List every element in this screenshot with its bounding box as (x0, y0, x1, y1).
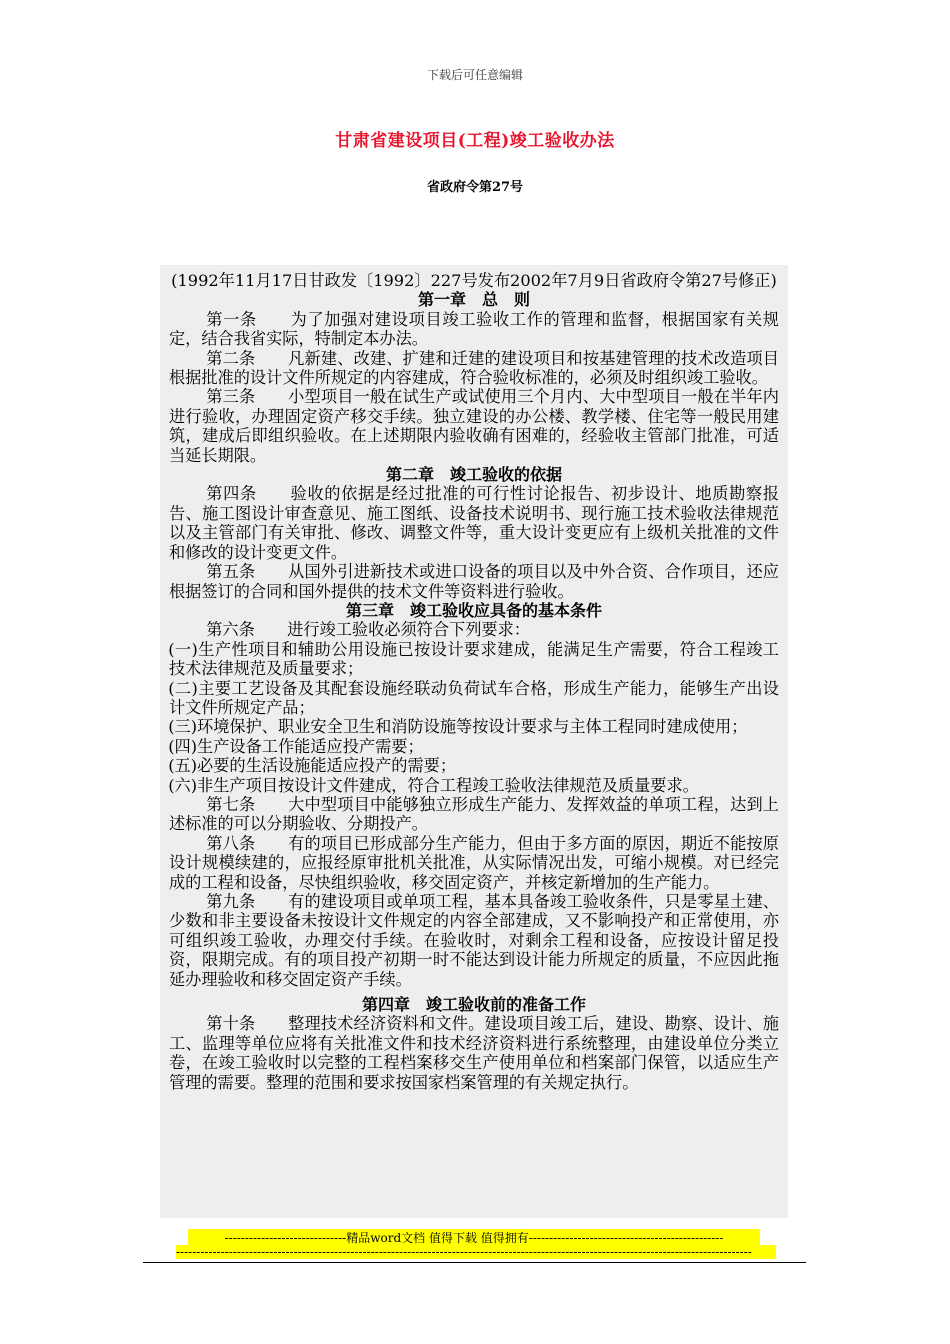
article-1: 第一条 为了加强对建设项目竣工验收工作的管理和监督，根据国家有关规定，结合我省实际，特制定本办法。 (169, 309, 779, 349)
article-2: 第二条 凡新建、改建、扩建和迁建的建设项目和按基建管理的技术改造项目根据批准的设计文件所规定的内容建成，符合验收标准的，必须及时组织竣工验收。 (169, 348, 779, 388)
document-title: 甘肃省建设项目(工程)竣工验收办法 (335, 131, 615, 151)
article-6-item: (三)环境保护、职业安全卫生和消防设施等按设计要求与主体工程同时建成使用； (168, 717, 748, 737)
article-6-item: (四)生产设备工作能适应投产需要； (168, 736, 424, 756)
footer-dashes: ---------------------------------------------------------------------------------------------------------------------------------------------- (176, 1245, 776, 1259)
chapter-heading: 第二章 竣工验收的依据 (385, 465, 562, 485)
footer-banner: ------------------------------精品word文档 值得下载 值得拥有------------------------------------------------ (188, 1229, 760, 1247)
article-3: 第三条 小型项目一般在试生产或试使用三个月内、大中型项目一般在半年内进行验收，办理固定资产移交手续。独立建设的办公楼、教学楼、住宅等一般民用建筑，建成后即组织验收。在上述期限内验收确有困难的，经验收主管部门批准，可适当延长期限。 (169, 387, 779, 465)
article-8: 第八条 有的项目已形成部分生产能力，但由于多方面的原因，期近不能按原设计规模续建的，应报经原审批机关批准，从实际情况出发，可缩小规模。对已经完成的工程和设备，尽快组织验收，移交固定资产，并核定新增加的生产能力。 (169, 833, 779, 892)
article-6-item: (六)非生产项目按设计文件建成，符合工程竣工验收法律规范及质量要求。 (168, 775, 699, 795)
chapter-heading: 第一章 总 则 (417, 290, 530, 310)
article-6-item: (二)主要工艺设备及其配套设施经联动负荷试车合格，形成生产能力，能够生产出设计文件所规定产品； (168, 678, 779, 717)
chapter-heading: 第三章 竣工验收应具备的基本条件 (345, 600, 602, 620)
document-body (160, 265, 788, 1218)
article-4: 第四条 验收的依据是经过批准的可行性讨论报告、初步设计、地质勘察报告、施工图设计审查意见、施工图纸、设备技术说明书、现行施工技术验收法律规范以及主管部门有关审批、修改、调整文件等，重大设计变更应有上级机关批准的文件和修改的设计变更文件。 (169, 484, 779, 562)
article-6: 第六条 进行竣工验收必须符合下列要求： (206, 620, 530, 640)
issue-line: (1992年11月17日甘政发〔1992〕227号发布2002年7月9日省政府令第27号修正) (171, 271, 777, 290)
footer-divider (143, 1262, 806, 1263)
article-5: 第五条 从国外引进新技术或进口设备的项目以及中外合资、合作项目，还应根据签订的合同和国外提供的技术文件等资料进行验收。 (169, 562, 779, 601)
article-10: 第十条 整理技术经济资料和文件。建设项目竣工后，建设、勘察、设计、施工、监理等单位应将有关批准文件和技术经济资料进行系统整理，由建设单位分类立卷，在竣工验收时以完整的工程档案移交生产使用单位和档案部门保管，以适应生产管理的需要。整理的范围和要求按国家档案管理的有关规定执行。 (169, 1014, 779, 1092)
document-order-number: 省政府令第27号 (426, 180, 524, 195)
article-9: 第九条 有的建设项目或单项工程，基本具备竣工验收条件，只是零星土建、少数和非主要设备未按设计文件规定的内容全部建成，又不影响投产和正常使用，亦可组织竣工验收，办理交付手续。在验收时，对剩余工程和设备，应按设计留足投资，限期完成。有的项目投产初期一时不能达到设计能力所规定的质量，不应因此拖延办理验收和移交固定资产手续。 (169, 892, 779, 989)
article-6-item: (五)必要的生活设施能适应投产的需要； (168, 756, 457, 776)
header-note: 下载后可任意编辑 (426, 68, 523, 82)
article-7: 第七条 大中型项目中能够独立形成生产能力、发挥效益的单项工程，达到上述标准的可以分期验收、分期投产。 (169, 794, 779, 834)
article-6-item: (一)生产性项目和辅助公用设施已按设计要求建成，能满足生产需要，符合工程竣工技术法律规范及质量要求； (168, 639, 779, 679)
chapter-heading: 第四章 竣工验收前的准备工作 (361, 995, 586, 1015)
